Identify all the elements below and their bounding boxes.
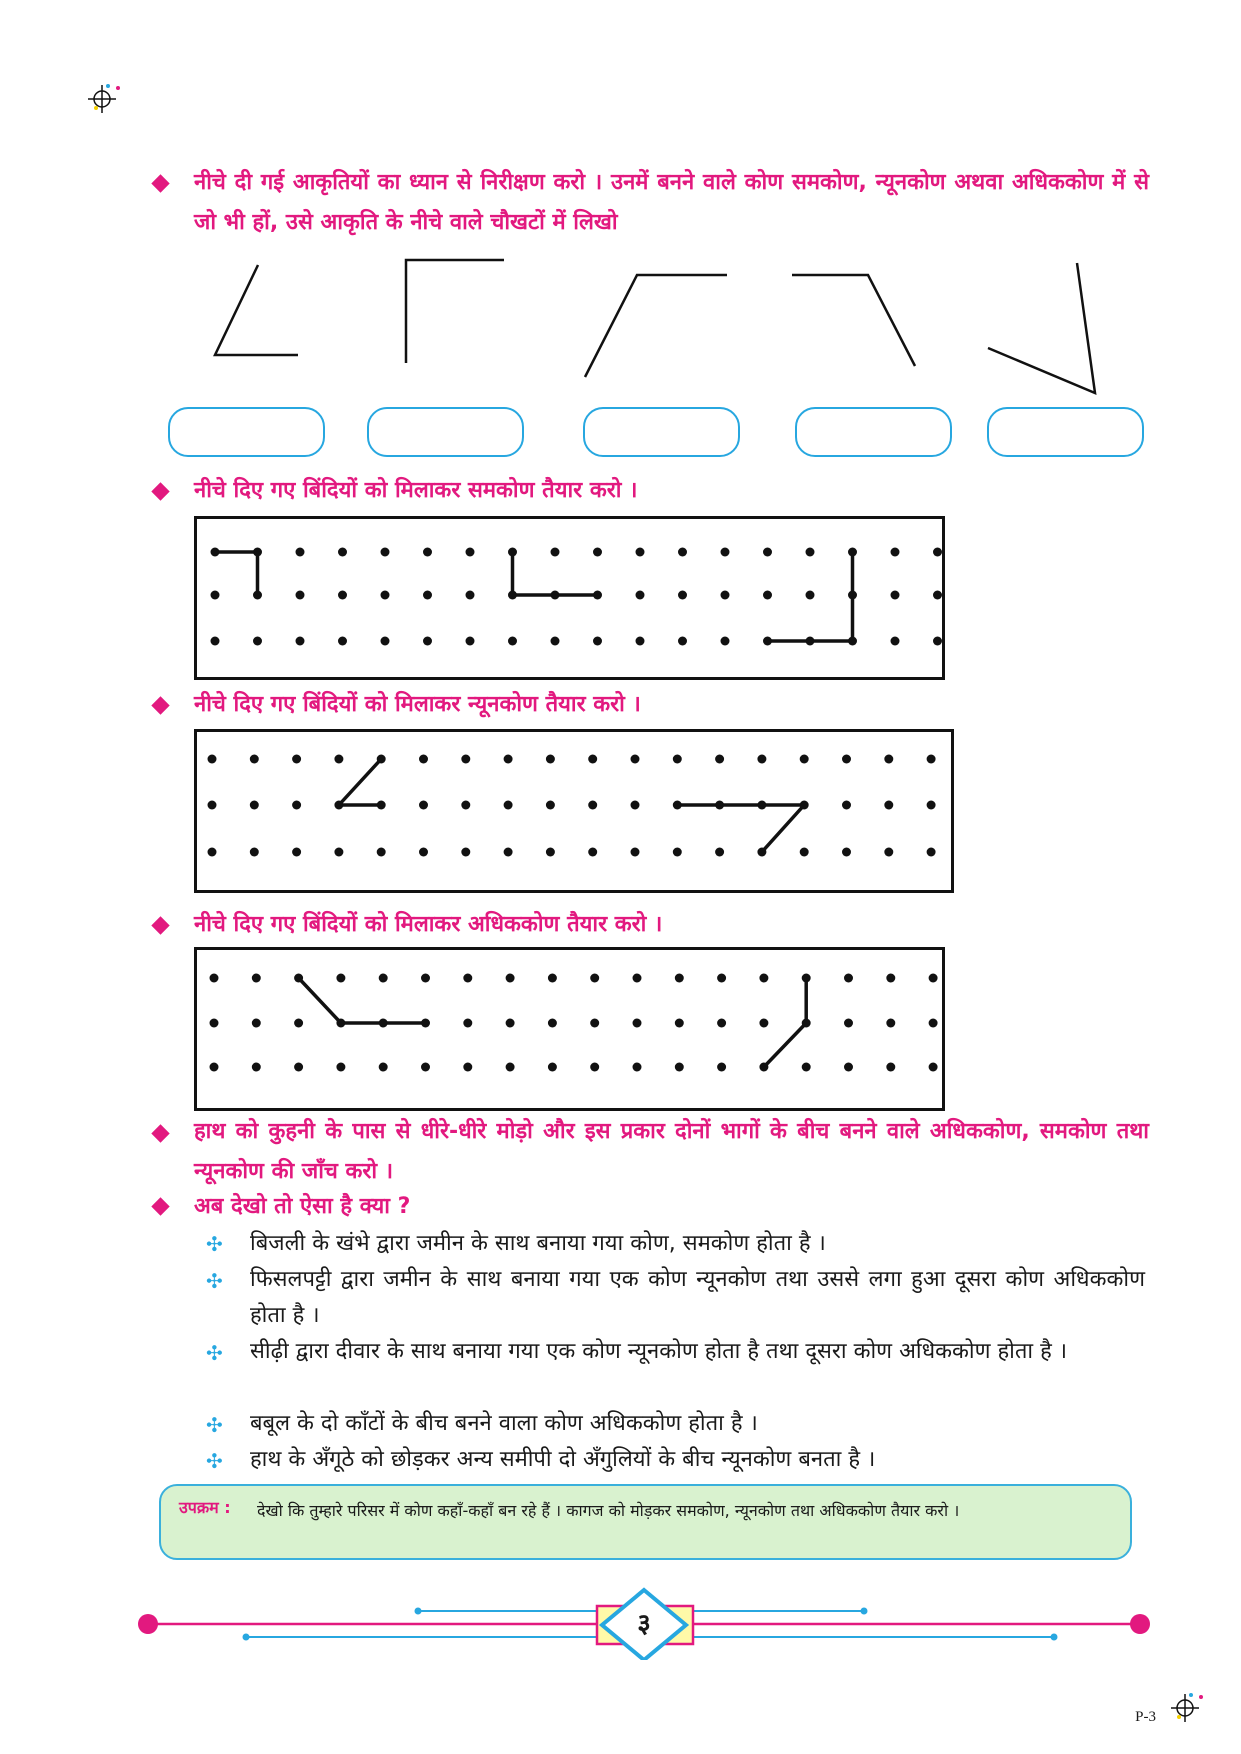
obtuse-angle-dot[interactable] [421, 1019, 430, 1028]
obtuse-angle-example-line [764, 1023, 806, 1067]
right-angle-dot[interactable] [296, 548, 305, 557]
instruction-obtuse-angle: नीचे दिए गए बिंदियों को मिलाकर अधिककोण तैयार करो । [194, 912, 663, 937]
obtuse-angle-dot[interactable] [929, 1019, 938, 1028]
four-petal-bullet-icon: ✣ [206, 1449, 223, 1473]
acute-angle-dot[interactable] [588, 755, 597, 764]
obtuse-angle-dot[interactable] [252, 974, 261, 983]
fact-1: बिजली के खंभे द्वारा जमीन के साथ बनाया गया कोण, समकोण होता है । [250, 1231, 826, 1256]
acute-angle-dot[interactable] [673, 801, 682, 810]
answer-box-4[interactable] [795, 407, 952, 457]
instruction-right-angle: नीचे दिए गए बिंदियों को मिलाकर समकोण तैयार करो । [194, 478, 638, 503]
acute-angle-dot[interactable] [842, 848, 851, 857]
activity-text: देखो कि तुम्हारे परिसर में कोण कहाँ-कहाँ बन रहे हैं । कागज को मोड़कर समकोण, न्यूनकोण तथा अधिककोण तैयार करो । [257, 1501, 960, 1520]
fact-2: फिसलपट्टी द्वारा जमीन के साथ बनाया गया एक कोण न्यूनकोण तथा उससे लगा हुआ दूसरा कोण अधिककोण होता है । [250, 1267, 1145, 1328]
acute-angle-dot[interactable] [842, 801, 851, 810]
right-angle-dot[interactable] [848, 637, 857, 646]
fact-3: सीढ़ी द्वारा दीवार के साथ बनाया गया एक कोण न्यूनकोण होता है तथा दूसरा कोण अधिककोण होता है । [250, 1339, 1068, 1364]
activity-box [159, 1484, 1132, 1560]
acute-angle-dot[interactable] [715, 801, 724, 810]
acute-angle-dot[interactable] [419, 848, 428, 857]
acute-angle-dot[interactable] [292, 848, 301, 857]
acute-angle-dot[interactable] [461, 848, 470, 857]
four-petal-bullet-icon: ✣ [206, 1232, 223, 1256]
acute-angle-dot[interactable] [377, 848, 386, 857]
right-angle-dot[interactable] [296, 637, 305, 646]
obtuse-angle-dot[interactable] [379, 1063, 388, 1072]
obtuse-angle-dot[interactable] [210, 1063, 219, 1072]
obtuse-angle-dot[interactable] [463, 1063, 472, 1072]
right-angle-dot[interactable] [211, 591, 220, 600]
right-angle-dot[interactable] [551, 548, 560, 557]
right-angle-dot[interactable] [508, 637, 517, 646]
obtuse-angle-dot[interactable] [844, 1019, 853, 1028]
acute-angle-dot[interactable] [715, 755, 724, 764]
instruction-observe-angles: नीचे दी गई आकृतियों का ध्यान से निरीक्षण करो । उनमें बनने वाले कोण समकोण, न्यूनकोण अथवा अधिककोण में से जो भी हों, उसे आकृति के नीचे वाले चौखटों में लिखो [194, 170, 1149, 235]
acute-angle-dot[interactable] [504, 755, 513, 764]
right-angle-dot[interactable] [423, 548, 432, 557]
angle-figure-3 [585, 275, 727, 377]
angle-figure-2 [406, 260, 504, 363]
right-angle-dot[interactable] [891, 591, 900, 600]
obtuse-angle-dot[interactable] [252, 1063, 261, 1072]
acute-angle-dot[interactable] [461, 801, 470, 810]
acute-angle-dot[interactable] [715, 848, 724, 857]
dot-grid-right-angle[interactable] [194, 516, 945, 680]
obtuse-angle-dot[interactable] [717, 1063, 726, 1072]
page-code: P-3 [1135, 1709, 1156, 1725]
obtuse-angle-dot[interactable] [294, 974, 303, 983]
acute-angle-dot[interactable] [927, 801, 936, 810]
right-angle-dot[interactable] [253, 548, 262, 557]
acute-angle-dot[interactable] [842, 755, 851, 764]
bullet-diamond-icon [151, 916, 169, 934]
obtuse-angle-dot[interactable] [633, 1063, 642, 1072]
obtuse-angle-dot[interactable] [294, 1063, 303, 1072]
obtuse-angle-example-line [299, 978, 341, 1023]
right-angle-dot[interactable] [848, 548, 857, 557]
acute-angle-dot[interactable] [419, 755, 428, 764]
right-angle-dot[interactable] [423, 637, 432, 646]
obtuse-angle-dot[interactable] [506, 1063, 515, 1072]
right-angle-dot[interactable] [721, 637, 730, 646]
right-angle-dot[interactable] [721, 591, 730, 600]
page-number: ३ [637, 1609, 651, 1639]
angle-figures [0, 240, 1241, 410]
obtuse-angle-dot[interactable] [379, 974, 388, 983]
acute-angle-dot[interactable] [377, 755, 386, 764]
right-angle-dot[interactable] [933, 637, 942, 646]
answer-box-5[interactable] [987, 407, 1144, 457]
acute-angle-dot[interactable] [800, 848, 809, 857]
obtuse-angle-dot[interactable] [717, 974, 726, 983]
acute-angle-dot[interactable] [292, 801, 301, 810]
right-angle-dot[interactable] [381, 637, 390, 646]
right-angle-dot[interactable] [763, 637, 772, 646]
instruction-look-now: अब देखो तो ऐसा है क्या ? [194, 1194, 411, 1219]
four-petal-bullet-icon: ✣ [206, 1413, 223, 1437]
acute-angle-dot[interactable] [250, 801, 259, 810]
obtuse-angle-dot[interactable] [802, 1063, 811, 1072]
right-angle-dot[interactable] [593, 637, 602, 646]
obtuse-angle-dot[interactable] [759, 1019, 768, 1028]
right-angle-dot[interactable] [806, 591, 815, 600]
obtuse-angle-dot[interactable] [590, 1019, 599, 1028]
obtuse-angle-dot[interactable] [633, 974, 642, 983]
footer-ornament [0, 1580, 1241, 1660]
obtuse-angle-dot[interactable] [463, 1019, 472, 1028]
acute-angle-dot[interactable] [884, 755, 893, 764]
obtuse-angle-dot[interactable] [336, 1019, 345, 1028]
right-angle-dot[interactable] [593, 591, 602, 600]
acute-angle-dot[interactable] [673, 848, 682, 857]
obtuse-angle-dot[interactable] [759, 1063, 768, 1072]
acute-angle-dot[interactable] [208, 755, 217, 764]
acute-angle-dot[interactable] [588, 848, 597, 857]
right-angle-dot[interactable] [296, 591, 305, 600]
acute-angle-dot[interactable] [927, 755, 936, 764]
acute-angle-dot[interactable] [208, 848, 217, 857]
right-angle-dot[interactable] [678, 637, 687, 646]
acute-angle-dot[interactable] [419, 801, 428, 810]
obtuse-angle-dot[interactable] [886, 1063, 895, 1072]
registration-mark-icon [1167, 1691, 1211, 1725]
acute-angle-dot[interactable] [546, 755, 555, 764]
obtuse-angle-dot[interactable] [506, 974, 515, 983]
obtuse-angle-dot[interactable] [463, 974, 472, 983]
obtuse-angle-dot[interactable] [210, 1019, 219, 1028]
obtuse-angle-dot[interactable] [336, 1063, 345, 1072]
obtuse-angle-dot[interactable] [379, 1019, 388, 1028]
acute-angle-dot[interactable] [334, 848, 343, 857]
right-angle-dot[interactable] [891, 637, 900, 646]
right-angle-dot[interactable] [211, 637, 220, 646]
obtuse-angle-dot[interactable] [844, 1063, 853, 1072]
right-angle-dot[interactable] [551, 591, 560, 600]
obtuse-angle-dot[interactable] [717, 1019, 726, 1028]
acute-angle-example-line [762, 805, 804, 852]
acute-angle-dot[interactable] [631, 801, 640, 810]
right-angle-dot[interactable] [763, 591, 772, 600]
four-petal-bullet-icon: ✣ [206, 1269, 223, 1293]
right-angle-dot[interactable] [466, 591, 475, 600]
right-angle-dot[interactable] [381, 591, 390, 600]
obtuse-angle-dot[interactable] [506, 1019, 515, 1028]
right-angle-dot[interactable] [891, 548, 900, 557]
obtuse-angle-dot[interactable] [294, 1019, 303, 1028]
instruction-acute-angle: नीचे दिए गए बिंदियों को मिलाकर न्यूनकोण तैयार करो । [194, 692, 641, 717]
answer-box-2[interactable] [367, 407, 524, 457]
obtuse-angle-dot[interactable] [633, 1019, 642, 1028]
obtuse-angle-dot[interactable] [675, 1019, 684, 1028]
answer-box-3[interactable] [583, 407, 740, 457]
right-angle-dot[interactable] [508, 591, 517, 600]
right-angle-dot[interactable] [551, 637, 560, 646]
bullet-diamond-icon [151, 1197, 169, 1215]
instruction-elbow: हाथ को कुहनी के पास से धीरे-धीरे मोड़ो और इस प्रकार दोनों भागों के बीच बनने वाले अधिककोण, समकोण तथा न्यूनकोण की जाँच करो । [194, 1119, 1149, 1184]
bullet-diamond-icon [151, 696, 169, 714]
acute-angle-dot[interactable] [757, 755, 766, 764]
acute-angle-dot[interactable] [334, 801, 343, 810]
dot-grid-acute-angle[interactable] [194, 729, 954, 893]
obtuse-angle-dot[interactable] [675, 974, 684, 983]
right-angle-dot[interactable] [763, 548, 772, 557]
obtuse-angle-dot[interactable] [210, 974, 219, 983]
right-angle-dot[interactable] [423, 591, 432, 600]
angle-figure-4 [792, 275, 915, 366]
right-angle-dot[interactable] [933, 591, 942, 600]
obtuse-angle-dot[interactable] [336, 974, 345, 983]
bullet-diamond-icon [151, 1124, 169, 1142]
angle-figure-5 [988, 263, 1095, 393]
acute-angle-dot[interactable] [884, 848, 893, 857]
angle-figure-1 [215, 265, 298, 355]
acute-angle-dot[interactable] [673, 755, 682, 764]
acute-angle-dot[interactable] [334, 755, 343, 764]
obtuse-angle-dot[interactable] [548, 974, 557, 983]
bullet-diamond-icon [151, 482, 169, 500]
right-angle-dot[interactable] [253, 637, 262, 646]
acute-angle-dot[interactable] [757, 801, 766, 810]
right-angle-dot[interactable] [211, 548, 220, 557]
right-angle-dot[interactable] [338, 548, 347, 557]
bullet-diamond-icon [151, 174, 169, 192]
obtuse-angle-dot[interactable] [802, 974, 811, 983]
right-angle-dot[interactable] [721, 548, 730, 557]
acute-angle-dot[interactable] [800, 755, 809, 764]
acute-angle-dot[interactable] [504, 801, 513, 810]
right-angle-dot[interactable] [253, 591, 262, 600]
obtuse-angle-dot[interactable] [759, 974, 768, 983]
acute-angle-dot[interactable] [208, 801, 217, 810]
acute-angle-dot[interactable] [292, 755, 301, 764]
right-angle-dot[interactable] [338, 637, 347, 646]
acute-angle-dot[interactable] [757, 848, 766, 857]
four-petal-bullet-icon: ✣ [206, 1341, 223, 1365]
activity-label: उपक्रम : [179, 1498, 231, 1517]
right-angle-dot[interactable] [806, 637, 815, 646]
acute-angle-dot[interactable] [546, 848, 555, 857]
fact-5: हाथ के अँगूठे को छोड़कर अन्य समीपी दो अँगुलियों के बीच न्यूनकोण बनता है । [250, 1447, 876, 1472]
obtuse-angle-dot[interactable] [675, 1063, 684, 1072]
right-angle-dot[interactable] [593, 548, 602, 557]
right-angle-dot[interactable] [636, 637, 645, 646]
fact-4: बबूल के दो काँटों के बीच बनने वाला कोण अधिककोण होता है । [250, 1411, 758, 1436]
obtuse-angle-dot[interactable] [929, 974, 938, 983]
registration-mark-icon [84, 82, 128, 116]
acute-angle-dot[interactable] [631, 755, 640, 764]
right-angle-dot[interactable] [678, 591, 687, 600]
right-angle-dot[interactable] [806, 548, 815, 557]
acute-angle-dot[interactable] [800, 801, 809, 810]
obtuse-angle-dot[interactable] [886, 1019, 895, 1028]
right-angle-dot[interactable] [466, 637, 475, 646]
right-angle-dot[interactable] [678, 548, 687, 557]
right-angle-dot[interactable] [848, 591, 857, 600]
right-angle-dot[interactable] [381, 548, 390, 557]
dot-grid-obtuse-angle[interactable] [194, 947, 945, 1111]
obtuse-angle-dot[interactable] [590, 974, 599, 983]
obtuse-angle-dot[interactable] [590, 1063, 599, 1072]
right-angle-dot[interactable] [636, 591, 645, 600]
right-angle-dot[interactable] [338, 591, 347, 600]
obtuse-angle-dot[interactable] [421, 1063, 430, 1072]
obtuse-angle-dot[interactable] [886, 974, 895, 983]
acute-angle-dot[interactable] [504, 848, 513, 857]
obtuse-angle-dot[interactable] [844, 974, 853, 983]
obtuse-angle-dot[interactable] [548, 1063, 557, 1072]
acute-angle-dot[interactable] [884, 801, 893, 810]
obtuse-angle-dot[interactable] [548, 1019, 557, 1028]
right-angle-dot[interactable] [466, 548, 475, 557]
acute-angle-dot[interactable] [546, 801, 555, 810]
obtuse-angle-dot[interactable] [929, 1063, 938, 1072]
acute-angle-example-line [339, 759, 381, 805]
acute-angle-dot[interactable] [250, 848, 259, 857]
acute-angle-dot[interactable] [588, 801, 597, 810]
acute-angle-dot[interactable] [377, 801, 386, 810]
obtuse-angle-dot[interactable] [421, 974, 430, 983]
acute-angle-dot[interactable] [631, 848, 640, 857]
acute-angle-dot[interactable] [250, 755, 259, 764]
right-angle-dot[interactable] [933, 548, 942, 557]
answer-box-1[interactable] [168, 407, 325, 457]
acute-angle-dot[interactable] [461, 755, 470, 764]
right-angle-dot[interactable] [508, 548, 517, 557]
obtuse-angle-dot[interactable] [802, 1019, 811, 1028]
acute-angle-dot[interactable] [927, 848, 936, 857]
obtuse-angle-dot[interactable] [252, 1019, 261, 1028]
right-angle-dot[interactable] [636, 548, 645, 557]
